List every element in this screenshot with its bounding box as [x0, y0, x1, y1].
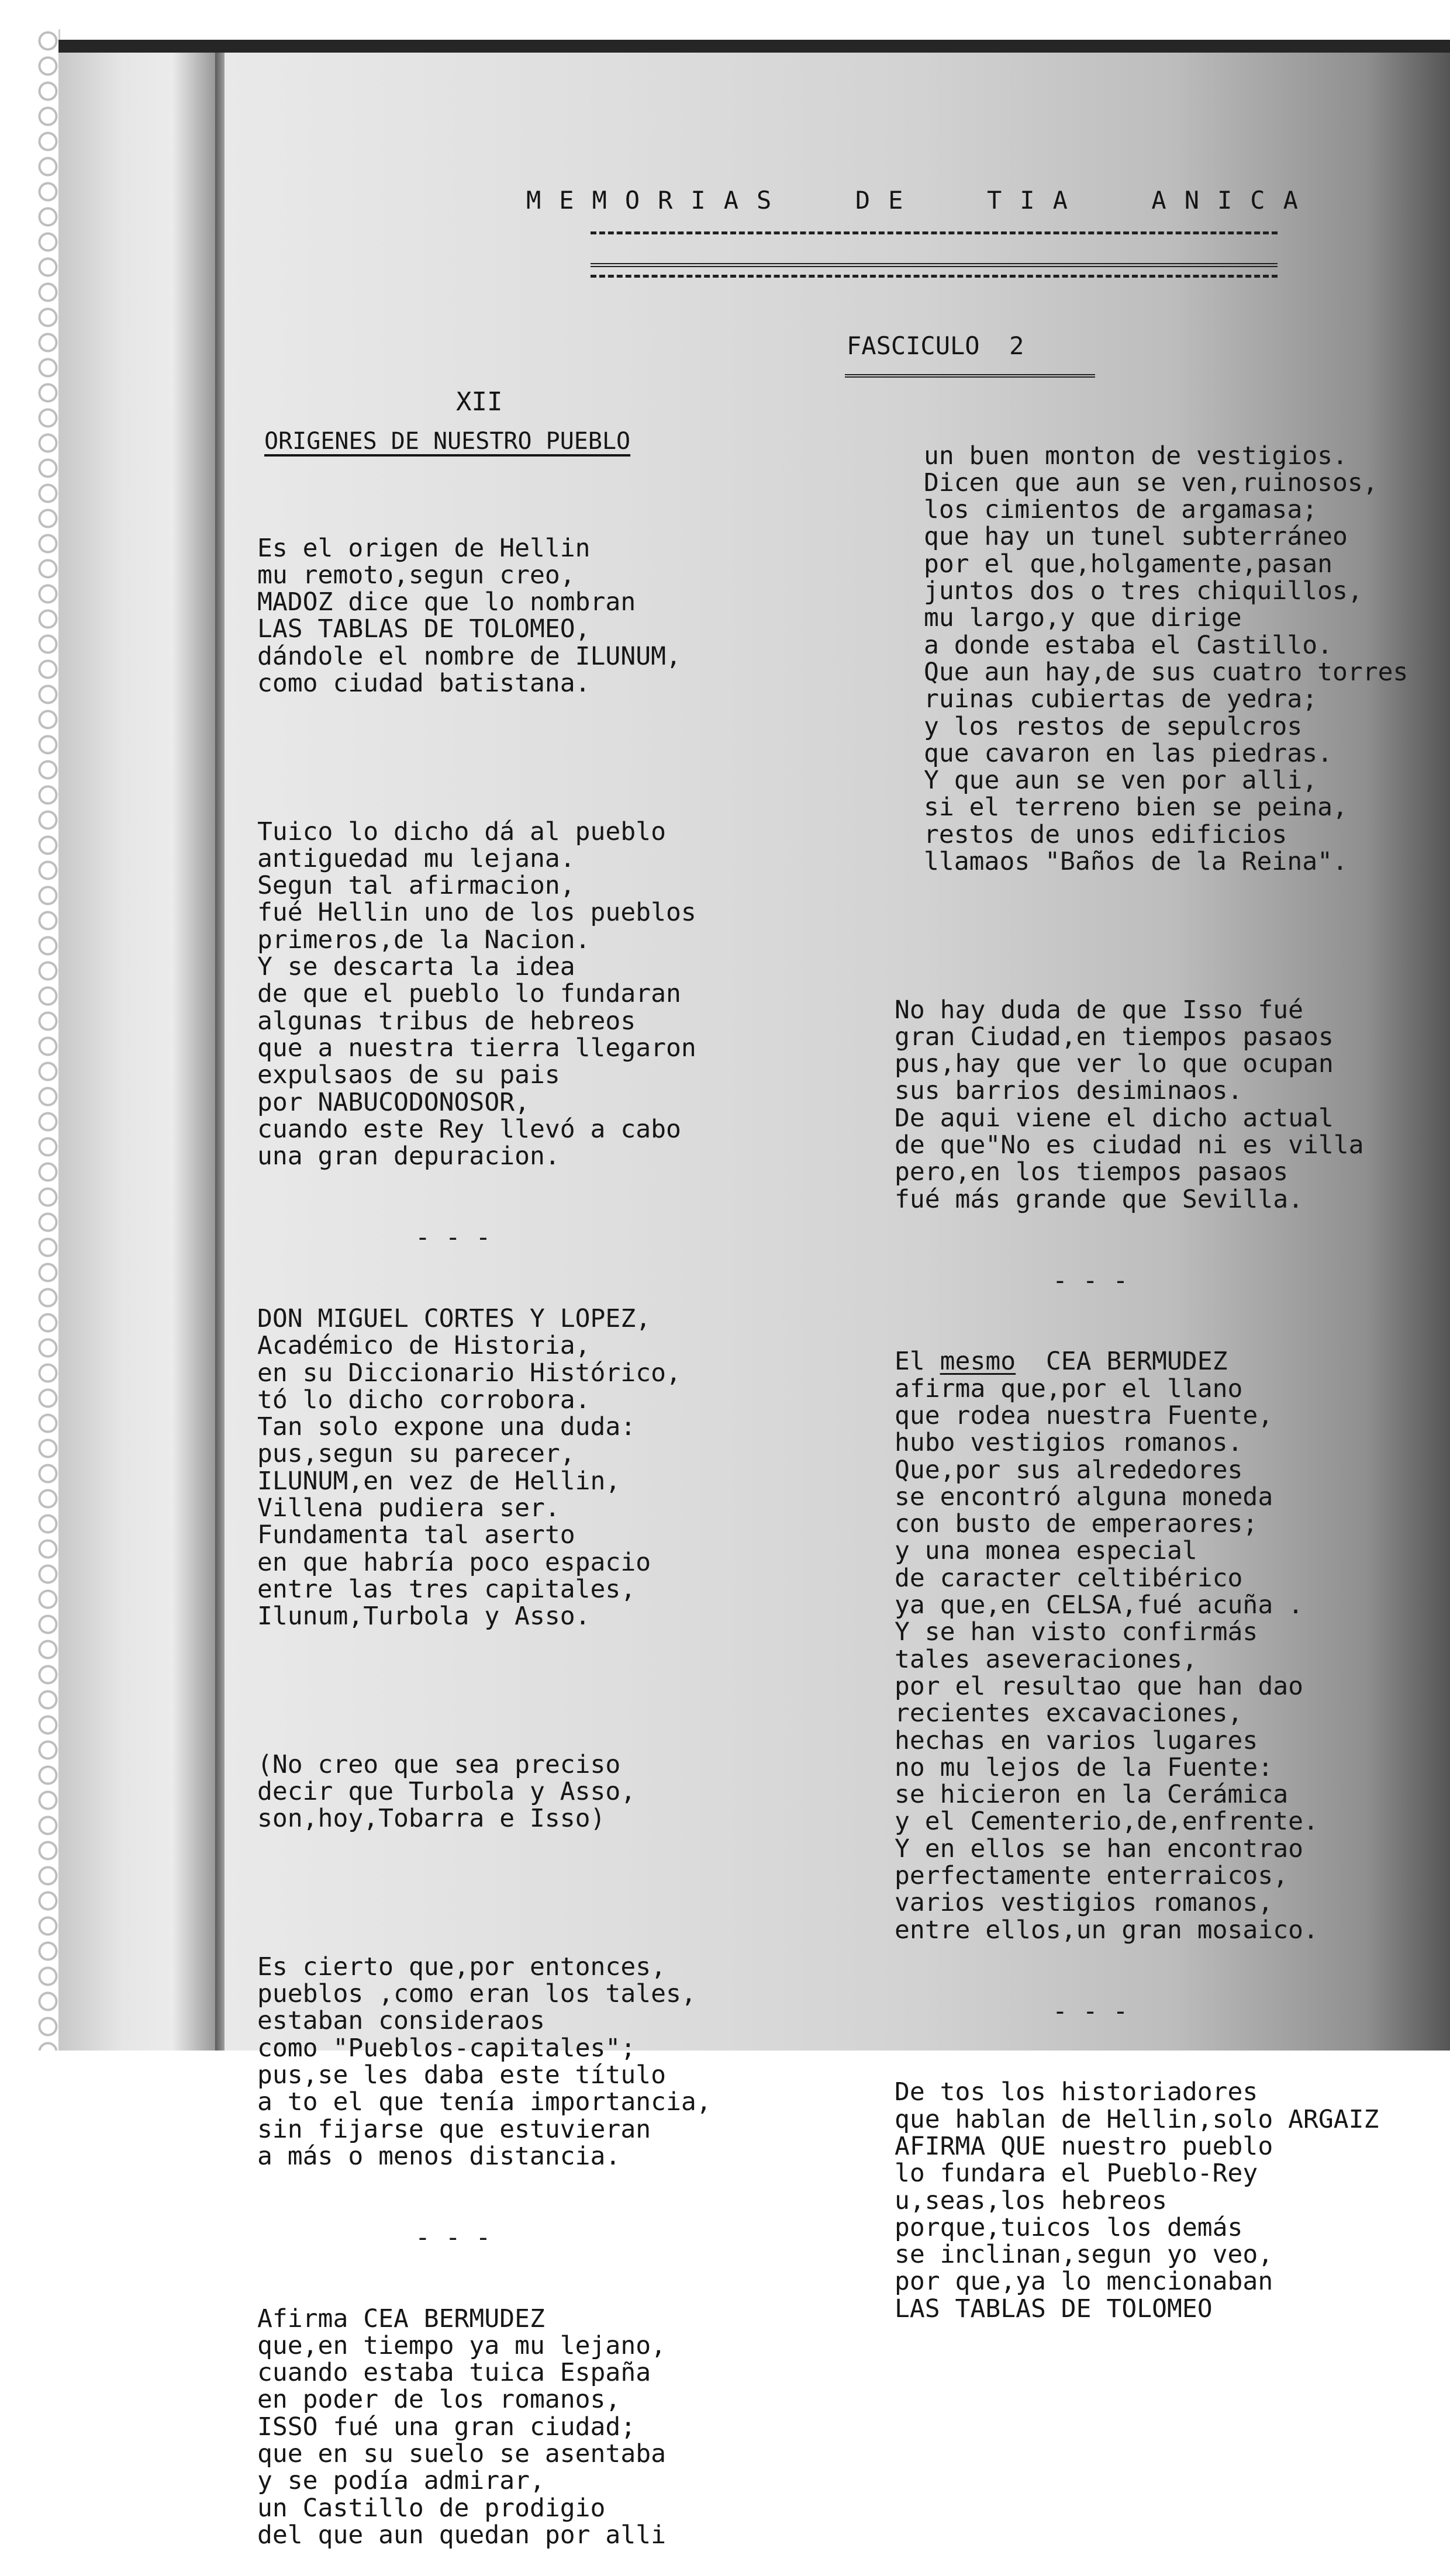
folded-margin-strip [58, 53, 221, 2051]
separator: - - - [1052, 1265, 1128, 1295]
document-title: MEMORIAS DE TIA ANICA [526, 186, 1316, 215]
right-stanza-3 [895, 1348, 1408, 1944]
fasciculo-underline [845, 374, 1095, 378]
left-stanza-4: (No creo que sea preciso decir que Turbola y Asso, son,hoy,Tobarra e Isso) [257, 1749, 636, 1834]
chapter-title: ORIGENES DE NUESTRO PUEBLO [264, 428, 631, 455]
title-underline-2 [591, 263, 1278, 267]
right-stanza-2: No hay duda de que Isso fué gran Ciudad,en tiempos pasaos pus,hay que ver lo que ocupan sus barrios desiminaos. De aqui viene el dicho actual de que"No es ciudad ni es villa pero,en los tiempos pasaos fué más grande que Sevilla. [895, 995, 1364, 1214]
chapter-number: XII [456, 387, 503, 417]
right-stanza-1: un buen monton de vestigios. Dicen que aun se ven,ruinosos, los cimientos de argamasa; que hay un tunel subterráneo por el que,holgamente,pasan juntos dos o tres chiquillos, mu largo,y que dirige a donde estaba el Castillo. Que aun hay,de sus cuatro torres ruinas cubiertas de yedra; y los restos de sepulcros que cavaron en las piedras. Y que aun se ven por alli, si el terreno bien se peina, restos de unos edificios llamaos "Baños de la Reina". [924, 441, 1408, 877]
left-stanza-5: Es cierto que,por entonces, pueblos ,como eran los tales, estaban consideraos como "Pueblos-capitales"; pus,se les daba este título a to el que tenía importancia, sin fijarse que estuvieran a más o menos distancia. [257, 1952, 712, 2171]
separator: - - - [415, 1223, 491, 1253]
stanza-3-text: CEA BERMUDEZ afirma que,por el llano que rodea nuestra Fuente, hubo vestigios romanos. Que,por sus alrededores se encontró alguna moneda con busto de emperaores; y una monea especial de caracter celtibérico ya que,en CELSA,fué acuña . Y se han visto confirmás tales aseveraciones, por el resultao que han dao recientes excavaciones, hechas en varios lugares no mu lejos de la Fuente: se hicieron en la Cerámica y el Cementerio,de,enfrente. Y en ellos se han encontrao perfectamente enterraicos, varios vestigios romanos, entre ellos,un gran mosaico. [895, 1347, 1318, 1945]
left-column [257, 480, 712, 2576]
top-black-rule [58, 40, 1450, 53]
title-underline-1 [591, 231, 1278, 234]
separator: - - - [1052, 1996, 1128, 2026]
fasciculo-label: FASCICULO 2 [847, 331, 1024, 360]
right-stanza-4: De tos los historiadores que hablan de Hellin,solo ARGAIZ AFIRMA QUE nuestro pueblo lo fundara el Pueblo-Rey u,seas,los hebreos porque,tuicos los demás se inclinan,segun yo veo, por que,ya lo mencionaban LAS TABLAS DE TOLOMEO [895, 2077, 1379, 2323]
stanza-3-underlined-word: mesmo [940, 1347, 1016, 1377]
title-underline-3 [591, 275, 1278, 278]
left-stanza-2: Tuico lo dicho dá al pueblo antiguedad mu lejana. Segun tal afirmacion, fué Hellin uno de los pueblos primeros,de la Nacion. Y se descarta la idea de que el pueblo lo fundaran algunas tribus de hebreos que a nuestra tierra llegaron expulsaos de su pais por NABUCODONOSOR, cuando este Rey llevó a cabo una gran depuracion. [257, 817, 696, 1171]
left-stanza-3: DON MIGUEL CORTES Y LOPEZ, Académico de Historia, en su Diccionario Histórico, tó lo dicho corrobora. Tan solo expone una duda: pus,segun su parecer, ILUNUM,en vez de Hellin, Villena pudiera ser. Fundamenta tal aserto en que habría poco espacio entre las tres capitales, Ilunum,Turbola y Asso. [257, 1303, 681, 1631]
stanza-3-lead: El [895, 1347, 940, 1377]
spiral-binding [36, 29, 60, 2051]
left-stanza-1: Es el origen de Hellin mu remoto,segun creo, MADOZ dice que lo nombran LAS TABLAS DE TOLOMEO, dándole el nombre de ILUNUM, como ciudad batistana. [257, 533, 681, 699]
right-column [895, 388, 1408, 2349]
separator: - - - [415, 2222, 491, 2252]
left-stanza-6: Afirma CEA BERMUDEZ que,en tiempo ya mu lejano, cuando estaba tuica España en poder de los romanos, ISSO fué una gran ciudad; que en su suelo se asentaba y se podía admirar, un Castillo de prodigio del que aun quedan por alli [257, 2304, 666, 2550]
fold-shadow [215, 53, 225, 2051]
